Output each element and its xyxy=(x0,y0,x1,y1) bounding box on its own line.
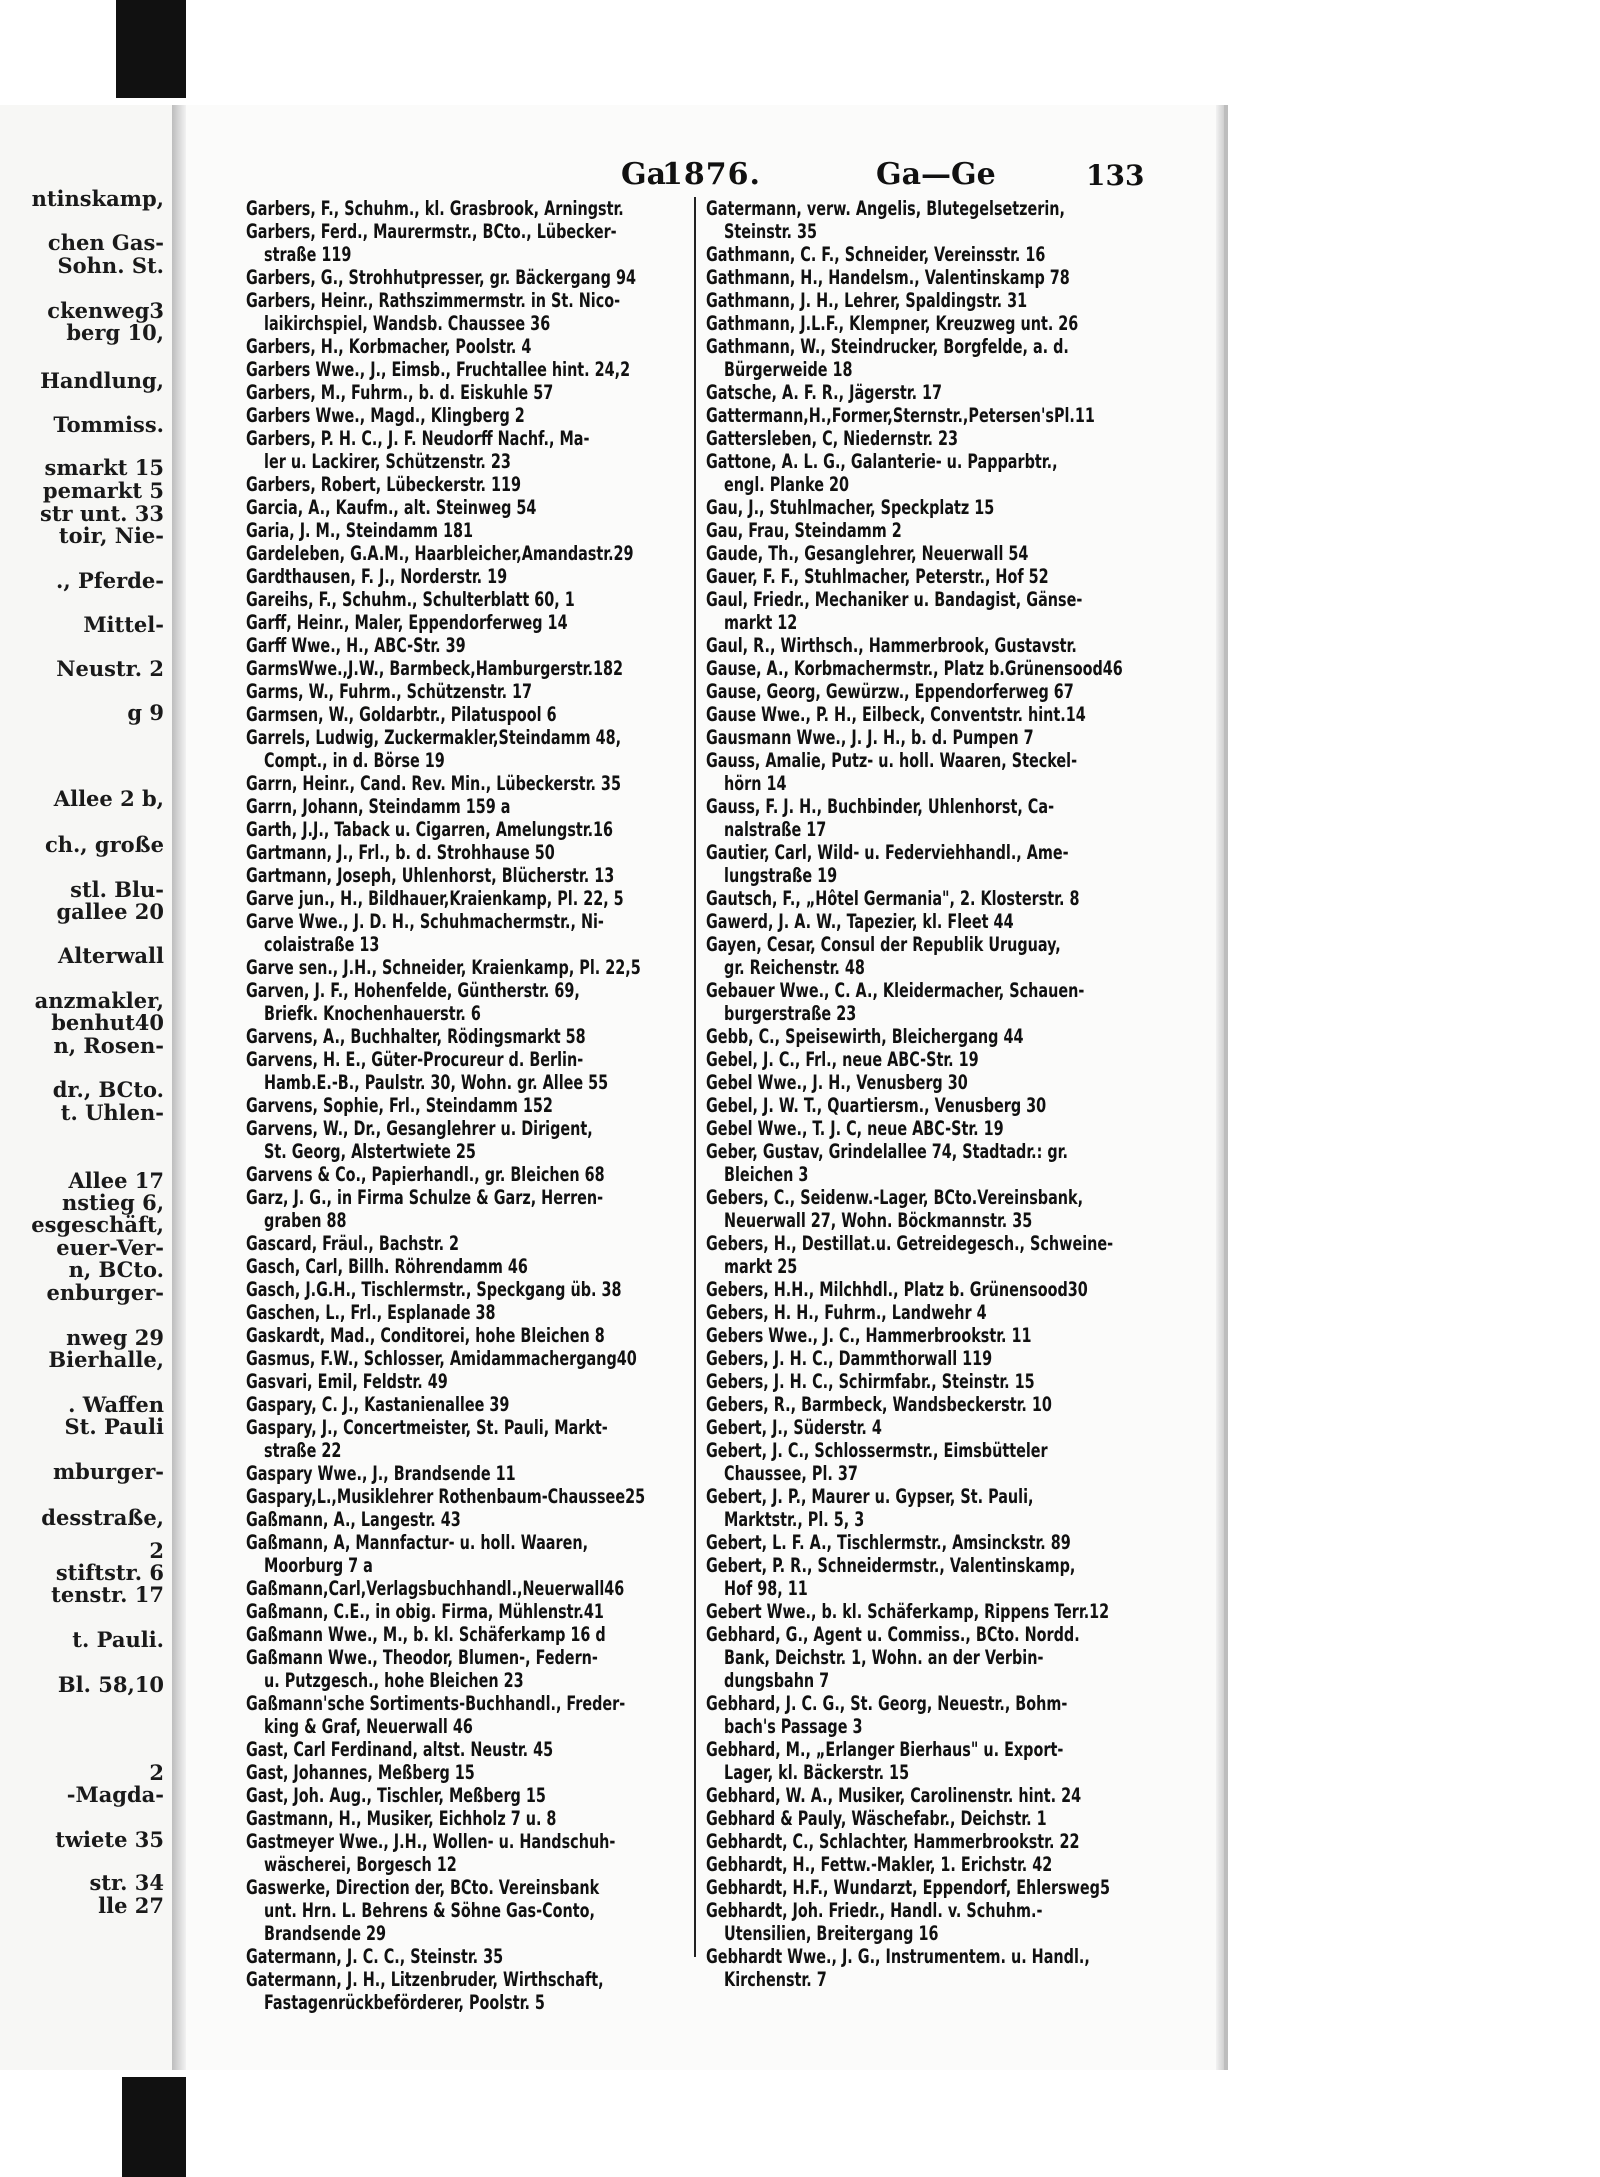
directory-entry-line: Gathmann, J.L.F., Klempner, Kreuzweg unt. 26 xyxy=(706,312,1079,335)
directory-entry-line: Gebb, C., Speisewirth, Bleichergang 44 xyxy=(706,1025,1024,1048)
directory-entry-line: Gathmann, H., Handelsm., Valentinskamp 78 xyxy=(706,266,1070,289)
directory-entry-line: Gaude, Th., Gesanglehrer, Neuerwall 54 xyxy=(706,542,1029,565)
page-number: 133 xyxy=(1086,159,1145,192)
directory-entry-line: markt 25 xyxy=(724,1255,798,1278)
directory-entry-line: Gau, Frau, Steindamm 2 xyxy=(706,519,902,542)
directory-entry-line: Gebhard, W. A., Musiker, Carolinenstr. hint. 24 xyxy=(706,1784,1082,1807)
directory-entry-line: Gast, Johannes, Meßberg 15 xyxy=(246,1761,475,1784)
left-page-fragment: smarkt 15 xyxy=(44,455,164,480)
directory-entry-line: Gebers Wwe., J. C., Hammerbrookstr. 11 xyxy=(706,1324,1032,1347)
directory-entry-line: Gebhardt, H., Fettw.-Makler, 1. Erichstr. 42 xyxy=(706,1853,1053,1876)
directory-entry-line: Hof 98, 11 xyxy=(724,1577,808,1600)
directory-entry-line: Garbers, G., Strohhutpresser, gr. Bäckergang 94 xyxy=(246,266,636,289)
directory-entry-line: Gayen, Cesar, Consul der Republik Uruguay, xyxy=(706,933,1061,956)
directory-entry-line: Fastagenrückbeförderer, Poolstr. 5 xyxy=(264,1991,545,2014)
left-page-fragment: . Waffen xyxy=(68,1392,164,1417)
directory-entry-line: Chaussee, Pl. 37 xyxy=(724,1462,858,1485)
directory-entry-line: Gaßmann, C.E., in obig. Firma, Mühlenstr.41 xyxy=(246,1600,604,1623)
left-page-fragment: -Magda- xyxy=(66,1782,164,1807)
directory-entry-line: Gebers, J. H. C., Schirmfabr., Steinstr. 15 xyxy=(706,1370,1035,1393)
left-page-fragment: ch., große xyxy=(44,832,164,857)
directory-entry-line: Gebers, H. H., Fuhrm., Landwehr 4 xyxy=(706,1301,987,1324)
directory-entry-line: Gebhard, G., Agent u. Commiss., BCto. Nordd. xyxy=(706,1623,1080,1646)
directory-entry-line: Gathmann, J. H., Lehrer, Spaldingstr. 31 xyxy=(706,289,1028,312)
directory-entry-line: Gebhard, M., „Erlanger Bierhaus" u. Export- xyxy=(706,1738,1064,1761)
directory-entry-line: Steinstr. 35 xyxy=(724,220,817,243)
left-page-fragment: pemarkt 5 xyxy=(42,478,164,503)
directory-entry-line: Gause Wwe., P. H., Eilbeck, Conventstr. hint.14 xyxy=(706,703,1086,726)
directory-entry-line: Marktstr., Pl. 5, 3 xyxy=(724,1508,865,1531)
directory-entry-line: Gaskardt, Mad., Conditorei, hohe Bleichen 8 xyxy=(246,1324,605,1347)
left-page-edge xyxy=(0,105,174,2070)
left-page-fragment: Alterwall xyxy=(57,943,164,968)
black-tab-top xyxy=(116,0,186,98)
directory-entry-line: GarmsWwe.,J.W., Barmbeck,Hamburgerstr.182 xyxy=(246,657,623,680)
directory-entry-line: Garcia, A., Kaufm., alt. Steinweg 54 xyxy=(246,496,537,519)
directory-entry-line: Gausmann Wwe., J. J. H., b. d. Pumpen 7 xyxy=(706,726,1034,749)
directory-entry-line: Garvens & Co., Papierhandl., gr. Bleichen 68 xyxy=(246,1163,605,1186)
directory-entry-line: Gatermann, verw. Angelis, Blutegelsetzerin, xyxy=(706,197,1066,220)
directory-entry-line: Garrn, Johann, Steindamm 159 a xyxy=(246,795,511,818)
directory-entry-line: Gaspary,L.,Musiklehrer Rothenbaum-Chaussee25 xyxy=(246,1485,646,1508)
left-page-fragment: Allee 17 xyxy=(68,1168,164,1193)
left-page-fragment: toir, Nie- xyxy=(58,523,164,548)
directory-entry-line: Gauss, Amalie, Putz- u. holl. Waaren, Steckel- xyxy=(706,749,1078,772)
directory-entry-line: Gattermann,H.,Former,Sternstr.,Petersen'sPl.11 xyxy=(706,404,1095,427)
directory-entry-line: Garbers Wwe., Magd., Klingberg 2 xyxy=(246,404,525,427)
book-binding xyxy=(172,105,186,2070)
directory-entry-line: Gaßmann,Carl,Verlagsbuchhandl.,Neuerwall46 xyxy=(246,1577,625,1600)
directory-entry-line: Gebert, J. C., Schlossermstr., Eimsbütteler xyxy=(706,1439,1048,1462)
directory-entry-line: Gebers, H., Destillat.u. Getreidegesch., Schweine- xyxy=(706,1232,1114,1255)
directory-entry-line: Gau, J., Stuhlmacher, Speckplatz 15 xyxy=(706,496,995,519)
header-left-key: Ga xyxy=(621,157,667,192)
directory-entry-line: Bank, Deichstr. 1, Wohn. an der Verbin- xyxy=(724,1646,1044,1669)
directory-entry-line: Gartmann, Joseph, Uhlenhorst, Blücherstr. 13 xyxy=(246,864,615,887)
directory-entry-line: Garbers, H., Korbmacher, Poolstr. 4 xyxy=(246,335,532,358)
directory-entry-line: Garbers, Heinr., Rathszimmermstr. in St. Nico- xyxy=(246,289,621,312)
directory-entry-line: Garvens, W., Dr., Gesanglehrer u. Dirigent, xyxy=(246,1117,593,1140)
directory-entry-line: Gaspary Wwe., J., Brandsende 11 xyxy=(246,1462,516,1485)
directory-entry-line: Gebers, H.H., Milchhdl., Platz b. Grünensood30 xyxy=(706,1278,1088,1301)
directory-entry-line: laikirchspiel, Wandsb. Chaussee 36 xyxy=(264,312,551,335)
directory-entry-line: Garbers, Robert, Lübeckerstr. 119 xyxy=(246,473,522,496)
directory-entry-line: Gebel, J. W. T., Quartiersm., Venusberg 30 xyxy=(706,1094,1047,1117)
directory-entry-line: straße 22 xyxy=(264,1439,342,1462)
left-column-entries xyxy=(246,197,705,2014)
left-page-fragment: n, Rosen- xyxy=(53,1033,164,1058)
left-page-fragment: St. Pauli xyxy=(64,1414,164,1439)
left-page-fragment: nstieg 6, xyxy=(61,1190,164,1215)
directory-entry-line: Gast, Carl Ferdinand, altst. Neustr. 45 xyxy=(246,1738,554,1761)
directory-entry-line: Gardthausen, F. J., Norderstr. 19 xyxy=(246,565,508,588)
directory-entry-line: Gattersleben, C, Niedernstr. 23 xyxy=(706,427,959,450)
left-page-fragment: stl. Blu- xyxy=(70,877,164,902)
directory-entry-line: Gatermann, J. C. C., Steinstr. 35 xyxy=(246,1945,504,1968)
directory-entry-line: Kirchenstr. 7 xyxy=(724,1968,827,1991)
directory-entry-line: gr. Reichenstr. 48 xyxy=(724,956,865,979)
directory-entry-line: Gebert, L. F. A., Tischlermstr., Amsinckstr. 89 xyxy=(706,1531,1071,1554)
header-right-key: Ga—Ge xyxy=(876,157,996,192)
left-page-fragment: gallee 20 xyxy=(56,899,164,924)
directory-entry-line: ler u. Lackirer, Schützenstr. 23 xyxy=(264,450,511,473)
directory-entry-line: Gast, Joh. Aug., Tischler, Meßberg 15 xyxy=(246,1784,546,1807)
directory-entry-line: Gaßmann'sche Sortiments-Buchhandl., Freder- xyxy=(246,1692,626,1715)
directory-entry-line: Gatermann, J. H., Litzenbruder, Wirthschaft, xyxy=(246,1968,604,1991)
directory-entry-line: Gaßmann Wwe., Theodor, Blumen-, Federn- xyxy=(246,1646,598,1669)
left-page-fragment: anzmakler, xyxy=(34,988,164,1013)
directory-entry-line: Garbers, Ferd., Maurermstr., BCto., Lübecker- xyxy=(246,220,617,243)
left-page-fragment: nweg 29 xyxy=(66,1325,164,1350)
directory-page xyxy=(186,105,1228,2070)
left-page-fragment: desstraße, xyxy=(41,1505,164,1530)
directory-entry-line: u. Putzgesch., hohe Bleichen 23 xyxy=(264,1669,524,1692)
directory-entry-line: Gause, Georg, Gewürzw., Eppendorferweg 67 xyxy=(706,680,1074,703)
directory-entry-line: Garve jun., H., Bildhauer,Kraienkamp, Pl. 22, 5 xyxy=(246,887,624,910)
directory-entry-line: Gebel Wwe., T. J. C, neue ABC-Str. 19 xyxy=(706,1117,1004,1140)
directory-entry-line: wäscherei, Borgesch 12 xyxy=(264,1853,457,1876)
directory-entry-line: Gebers, J. H. C., Dammthorwall 119 xyxy=(706,1347,993,1370)
directory-entry-line: Garth, J.J., Taback u. Cigarren, Amelungstr.16 xyxy=(246,818,614,841)
left-page-fragment: ., Pferde- xyxy=(56,568,164,593)
directory-entry-line: Briefk. Knochenhauerstr. 6 xyxy=(264,1002,481,1025)
directory-entry-line: Gatsche, A. F. R., Jägerstr. 17 xyxy=(706,381,943,404)
directory-entry-line: engl. Planke 20 xyxy=(724,473,850,496)
left-page-fragment: euer-Ver- xyxy=(56,1235,164,1260)
directory-entry-line: Gaßmann, A, Mannfactur- u. holl. Waaren, xyxy=(246,1531,589,1554)
directory-entry-line: Garz, J. G., in Firma Schulze & Garz, Herren- xyxy=(246,1186,604,1209)
directory-entry-line: Gaßmann, A., Langestr. 43 xyxy=(246,1508,461,1531)
directory-entry-line: Garbers, M., Fuhrm., b. d. Eiskuhle 57 xyxy=(246,381,554,404)
column-divider xyxy=(694,197,696,1957)
directory-entry-line: Gebauer Wwe., C. A., Kleidermacher, Schauen- xyxy=(706,979,1085,1002)
directory-entry-line: Garven, J. F., Hohenfelde, Güntherstr. 69, xyxy=(246,979,580,1002)
left-page-fragment: stiftstr. 6 xyxy=(55,1560,164,1585)
directory-entry-line: Gebers, C., Seidenw.-Lager, BCto.Vereinsbank, xyxy=(706,1186,1084,1209)
left-page-fragment: Bierhalle, xyxy=(48,1347,164,1372)
directory-entry-line: Garms, W., Fuhrm., Schützenstr. 17 xyxy=(246,680,533,703)
right-column xyxy=(706,197,1226,1991)
directory-entry-line: Gardeleben, G.A.M., Haarbleicher,Amandastr.29 xyxy=(246,542,634,565)
directory-entry-line: Garia, J. M., Steindamm 181 xyxy=(246,519,473,542)
directory-entry-line: Bürgerweide 18 xyxy=(724,358,853,381)
directory-entry-line: Gasvari, Emil, Feldstr. 49 xyxy=(246,1370,448,1393)
directory-entry-line: Gattone, A. L. G., Galanterie- u. Papparbtr., xyxy=(706,450,1058,473)
left-page-fragment: enburger- xyxy=(46,1280,164,1305)
directory-entry-line: nalstraße 17 xyxy=(724,818,827,841)
left-page-fragment: ckenweg3 xyxy=(47,298,164,323)
directory-entry-line: markt 12 xyxy=(724,611,798,634)
directory-entry-line: Gebhard, J. C. G., St. Georg, Neuestr., Bohm- xyxy=(706,1692,1068,1715)
directory-entry-line: Gebers, R., Barmbeck, Wandsbeckerstr. 10 xyxy=(706,1393,1052,1416)
directory-entry-line: Gaspary, J., Concertmeister, St. Pauli, Markt- xyxy=(246,1416,608,1439)
left-page-fragment: dr., BCto. xyxy=(52,1077,164,1102)
directory-entry-line: lungstraße 19 xyxy=(724,864,838,887)
directory-entry-line: Gebert, J. P., Maurer u. Gypser, St. Pauli, xyxy=(706,1485,1034,1508)
header-year: 1876. xyxy=(662,157,761,192)
directory-entry-line: St. Georg, Alstertwiete 25 xyxy=(264,1140,476,1163)
left-page-fragment: 2 xyxy=(149,1760,164,1785)
left-page-fragment: Mittel- xyxy=(83,612,164,637)
directory-entry-line: Garve sen., J.H., Schneider, Kraienkamp, Pl. 22,5 xyxy=(246,956,641,979)
left-page-fragment: tenstr. 17 xyxy=(51,1582,164,1607)
directory-entry-line: Gauss, F. J. H., Buchbinder, Uhlenhorst, Ca- xyxy=(706,795,1055,818)
directory-entry-line: Gauer, F. F., Stuhlmacher, Peterstr., Hof 52 xyxy=(706,565,1049,588)
left-page-fragment: Allee 2 b, xyxy=(53,786,164,811)
directory-entry-line: Neuerwall 27, Wohn. Böckmannstr. 35 xyxy=(724,1209,1033,1232)
page-header xyxy=(186,157,1224,197)
directory-entry-line: Gaßmann Wwe., M., b. kl. Schäferkamp 16 d xyxy=(246,1623,606,1646)
left-page-fragment: ntinskamp, xyxy=(31,186,164,211)
left-page-fragment: esgeschäft, xyxy=(31,1212,164,1237)
directory-entry-line: Gebhard & Pauly, Wäschefabr., Deichstr. 1 xyxy=(706,1807,1047,1830)
directory-entry-line: straße 119 xyxy=(264,243,352,266)
left-page-fragment: Neustr. 2 xyxy=(56,656,164,681)
directory-entry-line: graben 88 xyxy=(264,1209,347,1232)
directory-entry-line: Gause, A., Korbmachermstr., Platz b.Grünensood46 xyxy=(706,657,1123,680)
directory-entry-line: Garff Wwe., H., ABC-Str. 39 xyxy=(246,634,466,657)
directory-entry-line: Garvens, Sophie, Frl., Steindamm 152 xyxy=(246,1094,553,1117)
black-tab-bottom xyxy=(122,2077,186,2177)
directory-entry-line: Gathmann, C. F., Schneider, Vereinsstr. 16 xyxy=(706,243,1046,266)
directory-entry-line: Gasch, Carl, Billh. Röhrendamm 46 xyxy=(246,1255,528,1278)
directory-entry-line: Gebert Wwe., b. kl. Schäferkamp, Rippens Terr.12 xyxy=(706,1600,1110,1623)
directory-entry-line: Utensilien, Breitergang 16 xyxy=(724,1922,939,1945)
directory-entry-line: Gebhardt, Joh. Friedr., Handl. v. Schuhm.- xyxy=(706,1899,1043,1922)
directory-entry-line: Lager, kl. Bäckerstr. 15 xyxy=(724,1761,910,1784)
directory-entry-line: burgerstraße 23 xyxy=(724,1002,857,1025)
directory-entry-line: Garbers, P. H. C., J. F. Neudorff Nachf., Ma- xyxy=(246,427,590,450)
directory-entry-line: Garbers, F., Schuhm., kl. Grasbrook, Arningstr. xyxy=(246,197,624,220)
directory-entry-line: Gareihs, F., Schuhm., Schulterblatt 60, 1 xyxy=(246,588,575,611)
directory-entry-line: king & Graf, Neuerwall 46 xyxy=(264,1715,473,1738)
directory-entry-line: Gebhardt, H.F., Wundarzt, Eppendorf, Ehlersweg5 xyxy=(706,1876,1110,1899)
left-page-fragment: str. 34 xyxy=(89,1870,164,1895)
directory-entry-line: Brandsende 29 xyxy=(264,1922,387,1945)
directory-entry-line: Gebert, P. R., Schneidermstr., Valentinskamp, xyxy=(706,1554,1076,1577)
directory-entry-line: Garrels, Ludwig, Zuckermakler,Steindamm 48, xyxy=(246,726,622,749)
directory-entry-line: bach's Passage 3 xyxy=(724,1715,863,1738)
directory-entry-line: Gaul, R., Wirthsch., Hammerbrook, Gustavstr. xyxy=(706,634,1077,657)
directory-entry-line: Gaschen, L., Frl., Esplanade 38 xyxy=(246,1301,496,1324)
directory-entry-line: Gebhardt, C., Schlachter, Hammerbrookstr. 22 xyxy=(706,1830,1080,1853)
directory-entry-line: Bleichen 3 xyxy=(724,1163,809,1186)
left-page-fragment: t. Uhlen- xyxy=(60,1100,164,1125)
directory-entry-line: Gasch, J.G.H., Tischlermstr., Speckgang üb. 38 xyxy=(246,1278,622,1301)
directory-entry-line: Gautier, Carl, Wild- u. Federviehhandl., Ame- xyxy=(706,841,1069,864)
right-column-entries xyxy=(706,197,1165,1991)
directory-entry-line: Gebhardt Wwe., J. G., Instrumentem. u. Handl., xyxy=(706,1945,1090,1968)
directory-entry-line: Garvens, A., Buchhalter, Rödingsmarkt 58 xyxy=(246,1025,586,1048)
left-page-fragment: 2 xyxy=(149,1538,164,1563)
directory-entry-line: Gaspary, C. J., Kastanienallee 39 xyxy=(246,1393,510,1416)
left-page-fragment: n, BCto. xyxy=(68,1257,164,1282)
directory-entry-line: Gathmann, W., Steindrucker, Borgfelde, a. d. xyxy=(706,335,1069,358)
left-page-fragment: t. Pauli. xyxy=(72,1627,164,1652)
directory-entry-line: Gawerd, J. A. W., Tapezier, kl. Fleet 44 xyxy=(706,910,1014,933)
left-page-fragment: Tommiss. xyxy=(53,412,164,437)
directory-entry-line: unt. Hrn. L. Behrens & Söhne Gas-Conto, xyxy=(264,1899,596,1922)
directory-entry-line: Hamb.E.-B., Paulstr. 30, Wohn. gr. Allee 55 xyxy=(264,1071,609,1094)
directory-entry-line: Gautsch, F., „Hôtel Germania", 2. Klosterstr. 8 xyxy=(706,887,1080,910)
directory-entry-line: Gastmeyer Wwe., J.H., Wollen- u. Handschuh- xyxy=(246,1830,616,1853)
directory-entry-line: Gasmus, F.W., Schlosser, Amidammachergang40 xyxy=(246,1347,637,1370)
directory-entry-line: Gaul, Friedr., Mechaniker u. Bandagist, Gänse- xyxy=(706,588,1083,611)
directory-entry-line: Garbers Wwe., J., Eimsb., Fruchtallee hint. 24,2 xyxy=(246,358,631,381)
directory-entry-line: Moorburg 7 a xyxy=(264,1554,373,1577)
left-page-fragment: benhut40 xyxy=(51,1010,164,1035)
left-page-fragment: Handlung, xyxy=(40,368,164,393)
directory-entry-line: Garve Wwe., J. D. H., Schuhmachermstr., Ni- xyxy=(246,910,604,933)
left-page-fragment: g 9 xyxy=(127,700,164,725)
directory-entry-line: Gastmann, H., Musiker, Eichholz 7 u. 8 xyxy=(246,1807,557,1830)
directory-entry-line: Gebel Wwe., J. H., Venusberg 30 xyxy=(706,1071,968,1094)
directory-entry-line: Gebel, J. C., Frl., neue ABC-Str. 19 xyxy=(706,1048,979,1071)
left-page-fragment: Bl. 58,10 xyxy=(57,1672,164,1697)
left-page-fragment: mburger- xyxy=(52,1459,164,1484)
left-page-fragment: twiete 35 xyxy=(55,1827,164,1852)
directory-entry-line: Garvens, H. E., Güter-Procureur d. Berlin- xyxy=(246,1048,584,1071)
directory-entry-line: hörn 14 xyxy=(724,772,787,795)
left-page-fragment: berg 10, xyxy=(66,320,164,345)
directory-entry-line: Gebert, J., Süderstr. 4 xyxy=(706,1416,882,1439)
directory-entry-line: Gartmann, J., Frl., b. d. Strohhause 50 xyxy=(246,841,555,864)
left-page-fragment: lle 27 xyxy=(98,1893,164,1918)
left-page-fragment: Sohn. St. xyxy=(57,253,164,278)
directory-entry-line: Garrn, Heinr., Cand. Rev. Min., Lübeckerstr. 35 xyxy=(246,772,621,795)
directory-entry-line: Garff, Heinr., Maler, Eppendorferweg 14 xyxy=(246,611,568,634)
directory-entry-line: dungsbahn 7 xyxy=(724,1669,830,1692)
directory-entry-line: Geber, Gustav, Grindelallee 74, Stadtadr.: gr. xyxy=(706,1140,1068,1163)
left-page-fragment: chen Gas- xyxy=(47,230,164,255)
directory-entry-line: Compt., in d. Börse 19 xyxy=(264,749,445,772)
left-page-fragment: str unt. 33 xyxy=(40,501,164,526)
directory-entry-line: Gascard, Fräul., Bachstr. 2 xyxy=(246,1232,460,1255)
directory-entry-line: Garmsen, W., Goldarbtr., Pilatuspool 6 xyxy=(246,703,557,726)
directory-entry-line: colaistraße 13 xyxy=(264,933,380,956)
directory-entry-line: Gaswerke, Direction der, BCto. Vereinsbank xyxy=(246,1876,600,1899)
